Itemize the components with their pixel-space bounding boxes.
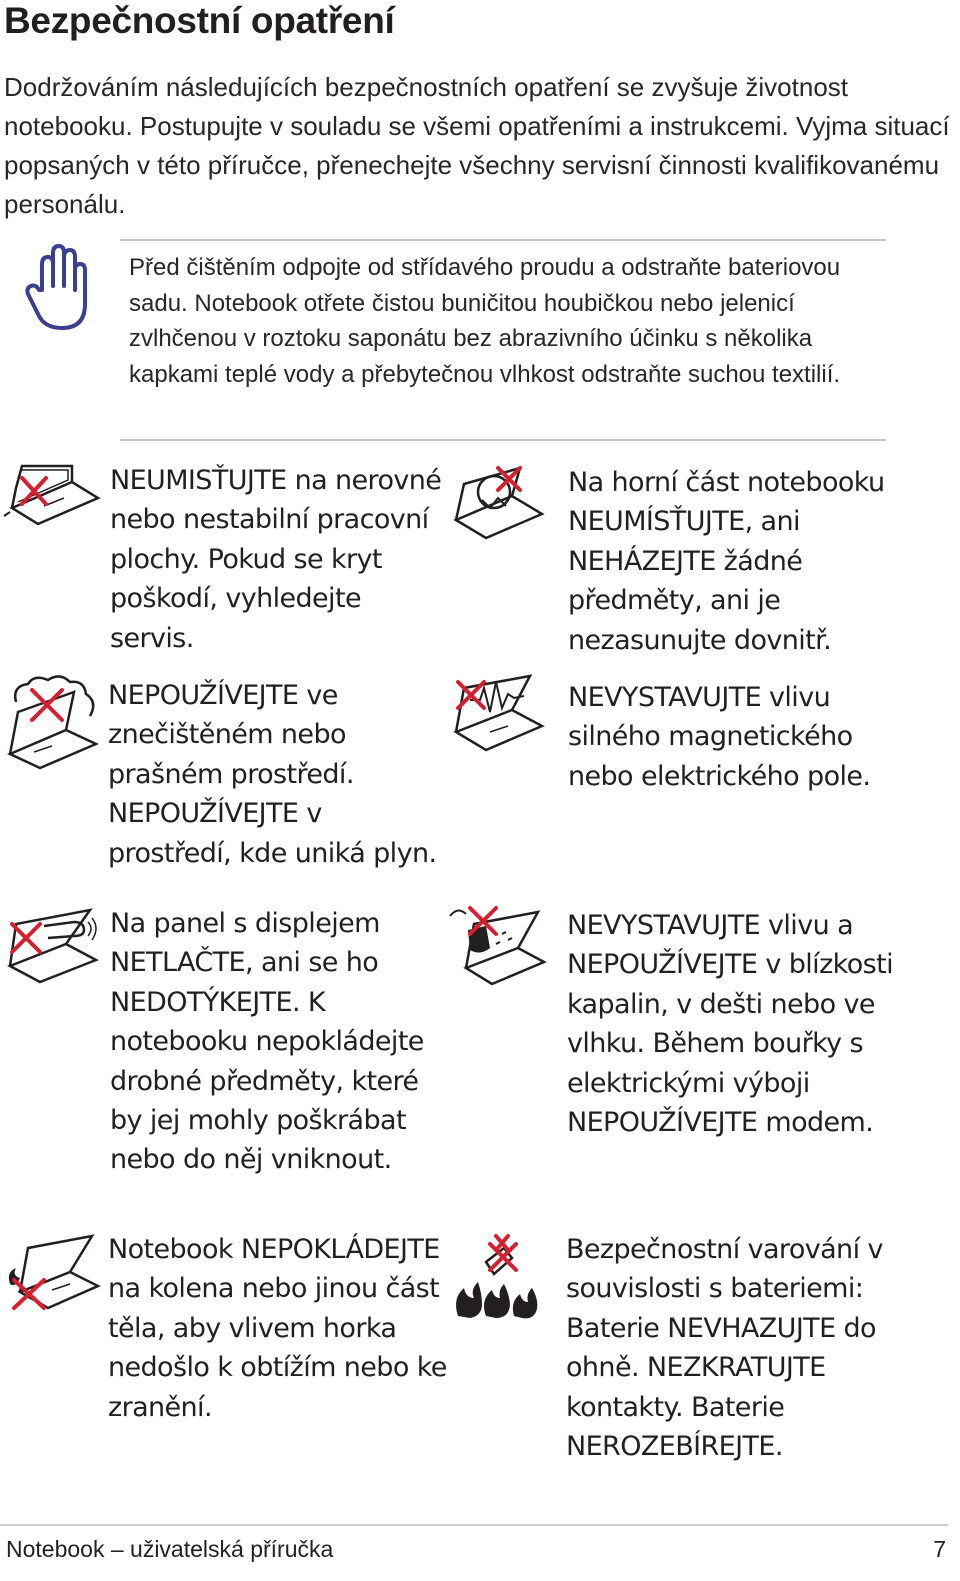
hand-stop-icon (22, 242, 92, 334)
liquid-icon (446, 904, 550, 988)
magnetic-field-text: NEVYSTAVUJTE vlivu silného magnetického nebo elektrického pole. (568, 682, 871, 792)
magnetic-field-icon (450, 672, 550, 752)
cleaning-note: Před čištěním odpojte od střídavého proudu a odstraňte bateriovou sadu. Notebook otřete čistou buničitou houbičkou nebo jelenicí zvlhčenou v roztoku saponátu bez abrazivního účinku s několika kapkami teplé vody a přebytečnou vlhkost odstraňte suchou textilií. (129, 254, 841, 388)
lap-heat-icon (4, 1232, 104, 1312)
dust-text: NEPOUŽÍVEJTE ve znečištěném nebo prašném prostředí. NEPOUŽÍVEJTE v prostředí, kde uniká plyn. (108, 680, 437, 869)
footer-rule (0, 1524, 948, 1526)
intro-paragraph: Dodržováním následujících bezpečnostních opatření se zvyšuje životnost notebooku. Postupujte v souladu se všemi opatřeními a instrukcemi. Vyjma situací popsaných v této příručce, přenechejte všechny servisní činnosti kvalifikovanému personálu. (4, 72, 950, 219)
uneven-surface-text: NEUMISŤUJTE na nerovné nebo nestabilní pracovní plochy. Pokud se kryt poškodí, vyhledejte servis. (110, 465, 442, 654)
liquid-text: NEVYSTAVUJTE vlivu a NEPOUŽÍVEJTE v blízkosti kapalin, v dešti nebo ve vlhku. Během bouřky s elektrickými výboji NEPOUŽÍVEJTE modem. (567, 910, 893, 1139)
dust-icon (4, 672, 104, 772)
battery-warning-text: Bezpečnostní varování v souvislosti s bateriemi: Baterie NEVHAZUJTE do ohně. NEZKRATUJTE kontakty. Baterie NEROZEBÍREJTE. (566, 1234, 883, 1463)
battery-fire-icon (452, 1232, 542, 1322)
note-bottom-rule (120, 439, 886, 441)
note-top-rule (120, 239, 886, 241)
page-title: Bezpečnostní opatření (4, 0, 395, 41)
uneven-surface-icon (2, 458, 104, 528)
press-display-icon (4, 904, 104, 984)
press-display-text: Na panel s displejem NETLAČTE, ani se ho NEDOTÝKEJTE. K notebooku nepokládejte drobné předměty, které by jej mohly poškrábat nebo do něj vniknout. (110, 908, 424, 1176)
page-number: 7 (933, 1536, 946, 1562)
no-objects-icon (450, 462, 550, 552)
lap-heat-text: Notebook NEPOKLÁDEJTE na kolena nebo jinou část těla, aby vlivem horka nedošlo k obtížím nebo ke zranění. (108, 1234, 447, 1423)
footer-title: Notebook – uživatelská příručka (6, 1536, 334, 1562)
no-objects-text: Na horní část notebooku NEUMÍSŤUJTE, ani NEHÁZEJTE žádné předměty, ani je nezasunujte dovnitř. (568, 467, 885, 656)
